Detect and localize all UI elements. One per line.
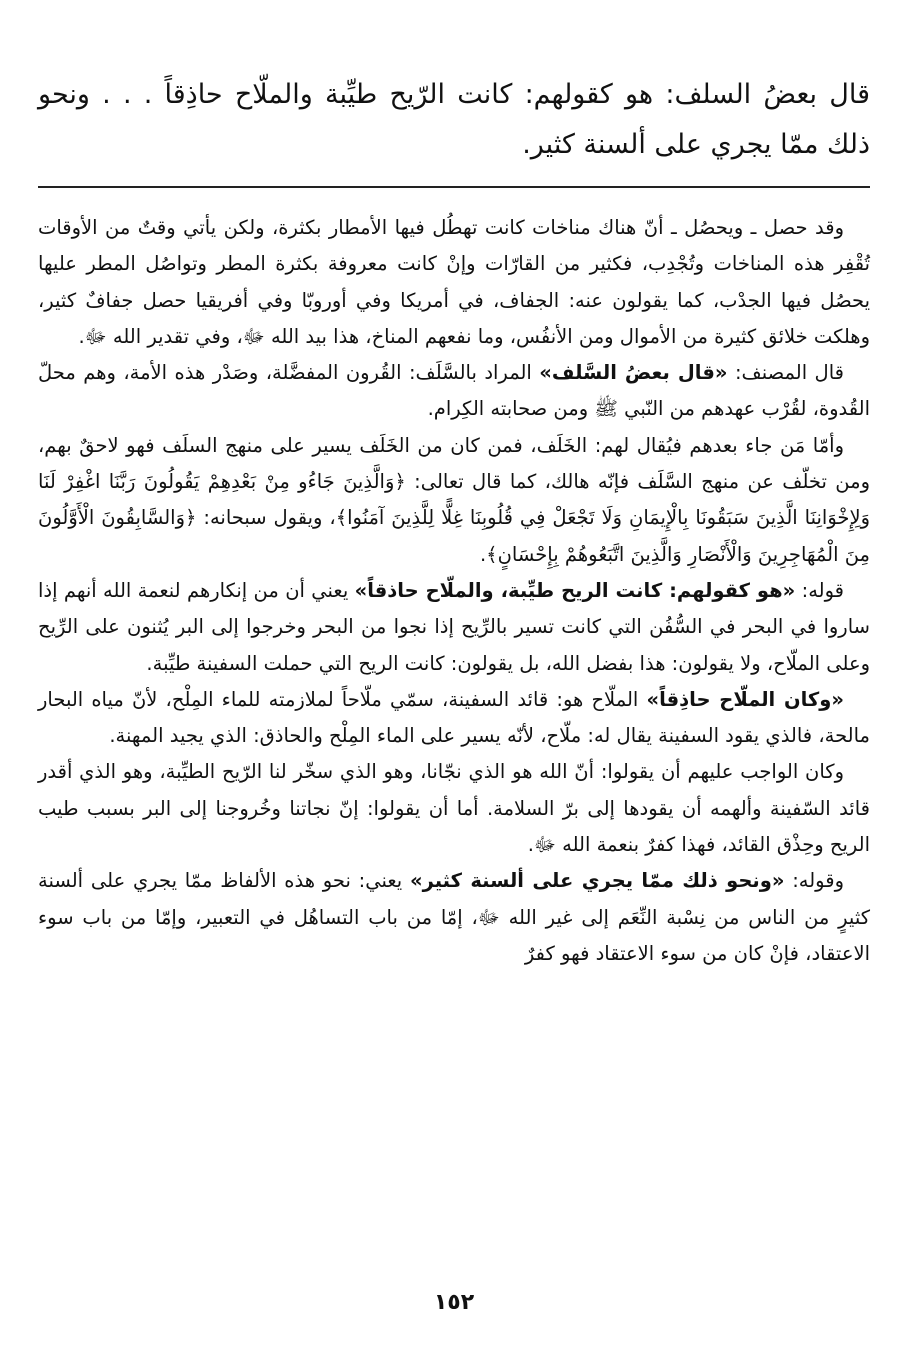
paragraph-text: قوله: [795,578,844,602]
paragraph-6 [38,754,870,863]
paragraph-4 [38,573,870,682]
bold-quote: «وكان الملّاح حاذِقاً» [646,687,844,711]
paragraph-text: وكان الواجب عليهم أن يقولوا: أنّ الله هو الذي نجّانا، وهو الذي سخّر لنا الرّيح الطيِّبة، وهو الذي أقدر قائد السّفينة وألهمه أن يقودها إلى برّ السلامة. أما أن يقولوا: إنّ نجاتنا وخُروجنا إلى البر بسبب طيب الريح وحِذْق القائد، فهذا كفرٌ بنعمة الله ﷻ. [38,760,870,857]
paragraph-text: يعني أن من إنكارهم لنعمة الله أنهم إذا ساروا في البحر في السُّفُن التي كانت تسير بالرِّيح إذا نجوا من البحر وخرجوا إلى البر يُثنون على الرِّيح وعلى الملّاح، ولا يقولون: هذا بفضل الله، بل يقولون: كانت الريح التي حملت السفينة طيِّبة. [38,578,870,675]
paragraph-7 [38,863,870,972]
bold-quote: «هو كقولهم: كانت الريح طيِّبة، والملّاح حاذقاً» [354,578,796,602]
bold-quote: «ونحو ذلك ممّا يجري على ألسنة كثير» [409,869,785,893]
page-number: ١٥٢ [433,1290,475,1315]
paragraph-text: وقوله: [784,869,844,893]
header-block [38,70,870,170]
body-text [38,210,870,972]
paragraph-2 [38,355,870,428]
paragraph-1 [38,210,870,355]
bold-quote: «قال بعضُ السَّلف» [539,361,728,385]
paragraph-5 [38,682,870,755]
paragraph-text: الملّاح هو: قائد السفينة، سمّي ملّاحاً لملازمته للماء المِلْح، لأنّ مياه البحار مالحة، فالذي يقود السفينة يقال له: ملّاح، لأنّه يسير على الماء المِلْح والحاذق: الذي يجيد المهنة. [38,687,870,748]
paragraph-text: قال المصنف: [727,361,844,385]
paragraph-text: وقد حصل ـ ويحصُل ـ أنّ هناك مناخات كانت تهطُل فيها الأمطار بكثرة، ولكن يأتي وقتٌ من الأوقات تُقْفِر هذه المناخات وتُجْدِب، فكثير من القارّات وإنْ كانت معروفة بكثرة المطر وتواصُل المطر عليها يحصُل فيها الجدْب، كما يقولون عنه: الجفاف، في أمريكا وفي أوروبّا وفي أفريقيا حصل جفافٌ كثير، وهلكت خلائق كثيرة من الأموال ومن الأنفُس، وما نفعهم المناخ، هذا بيد الله ﷻ، وفي تقدير الله ﷻ. [38,216,870,348]
header-quote: قال بعضُ السلف: هو كقولهم: كانت الرّيح طيِّبة والملّاح حاذِقاً . . . ونحو ذلك ممّا يجري على ألسنة كثير. [38,79,870,160]
header-divider [38,186,870,188]
paragraph-text: يعني: نحو هذه الألفاظ ممّا يجري على ألسنة كثيرٍ من الناس من نِسْبة النِّعَم إلى غير الله ﷻ، إمّا من باب التساهُل في التعبير، وإمّا من باب سوء الاعتقاد، فإنْ كان من سوء الاعتقاد فهو كفرٌ [38,869,870,965]
paragraph-text: وأمّا مَن جاء بعدهم فيُقال لهم: الخَلَف، فمن كان من الخَلَف يسير على منهج السلَف فهو لاحقٌ بهم، ومن تخلّف عن منهج السَّلَف فإنّه هالك، كما قال تعالى: ﴿وَالَّذِينَ جَاءُو مِنْ بَعْدِهِمْ يَقُولُونَ رَبَّنَا اغْفِرْ لَنَا وَلِإِخْوَانِنَا الَّذِينَ سَبَقُونَا بِالْإِيمَانِ وَلَا تَجْعَلْ فِي قُلُوبِنَا غِلًّا لِلَّذِينَ آمَنُوا﴾، ويقول سبحانه: ﴿وَالسَّابِقُونَ الْأَوَّلُونَ مِنَ الْمُهَاجِرِينَ وَالْأَنْصَارِ وَالَّذِينَ اتَّبَعُوهُمْ بِإِحْسَانٍ﴾. [38,433,870,566]
paragraph-3 [38,428,870,573]
paragraph-text: المراد بالسَّلَف: القُرون المفضَّلة، وصَدْر هذه الأمة، وهم محلّ القُدوة، لقُرْب عهدهم من النّبي ﷺ ومن صحابته الكِرام. [38,361,870,421]
